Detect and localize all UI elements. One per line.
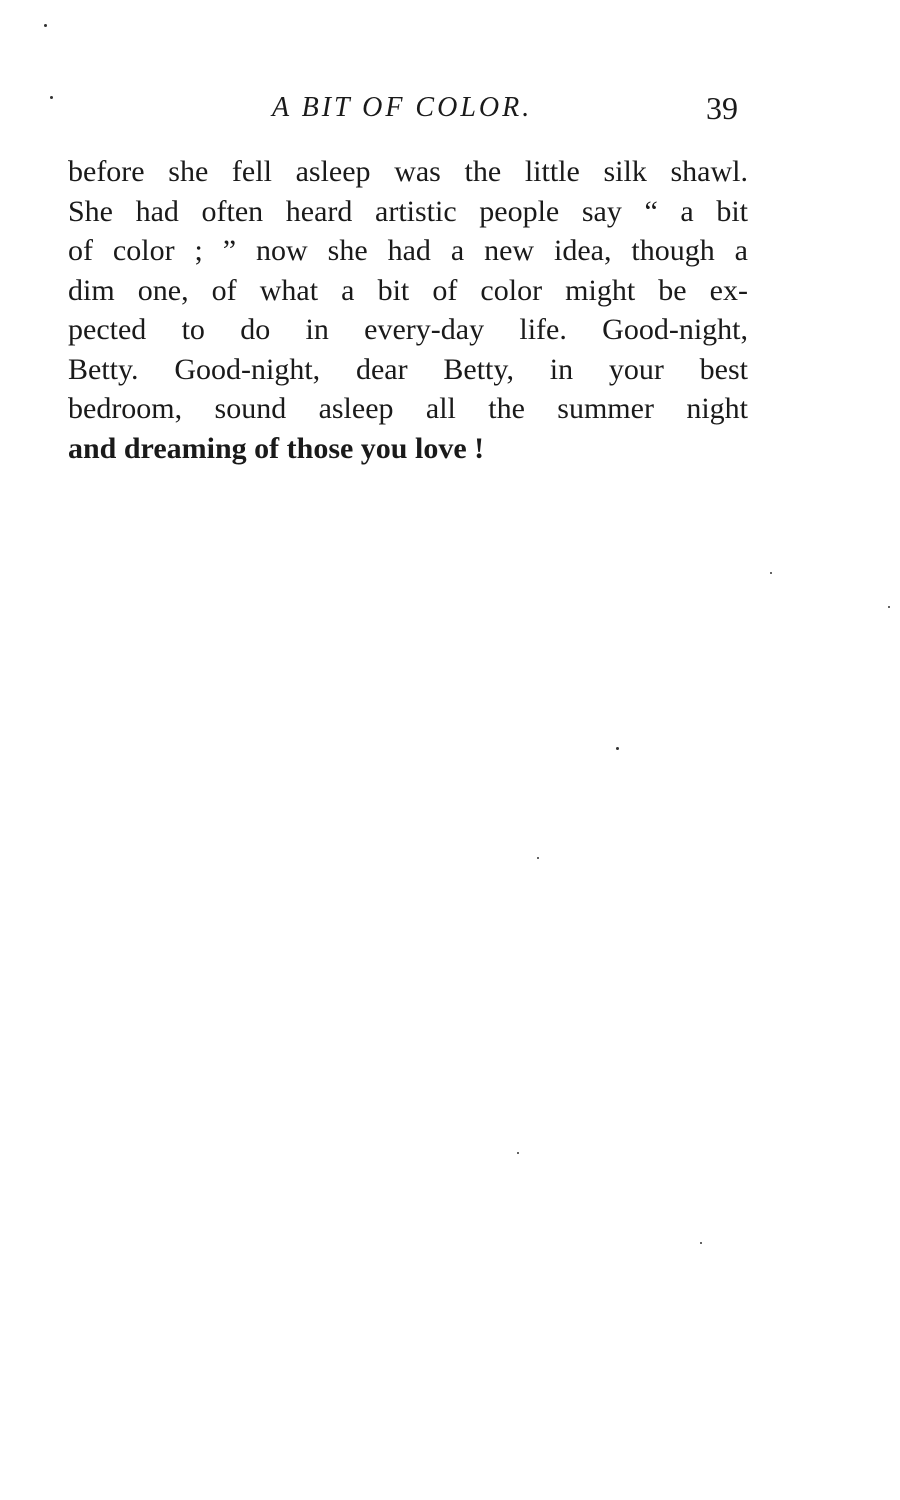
text-line: dim one, of what a bit of color might be ex- (68, 273, 748, 307)
scan-speck (616, 747, 619, 750)
scan-speck (44, 24, 47, 27)
running-title: A BIT OF COLOR. (272, 92, 533, 123)
text-line: before she fell asleep was the little silk shawl. (68, 155, 748, 188)
scan-speck (700, 1242, 702, 1244)
text-line: pected to do in every-day life. Good-night, (68, 313, 748, 346)
text-line: bedroom, sound asleep all the summer night (68, 392, 748, 425)
page-number: 39 (706, 90, 738, 126)
scan-speck (517, 1152, 519, 1154)
text-line: of color ; ” now she had a new idea, though a (68, 234, 748, 267)
text-line: and dreaming of those you love ! (68, 431, 485, 465)
text-line: Betty. Good-night, dear Betty, in your best (68, 352, 748, 386)
scan-speck (770, 572, 772, 574)
scan-speck (888, 606, 890, 608)
running-head (0, 88, 900, 128)
scan-speck (50, 96, 53, 99)
text-line: She had often heard artistic people say “ a bit (68, 194, 748, 228)
body-paragraph (68, 152, 748, 468)
scan-speck (537, 857, 539, 859)
